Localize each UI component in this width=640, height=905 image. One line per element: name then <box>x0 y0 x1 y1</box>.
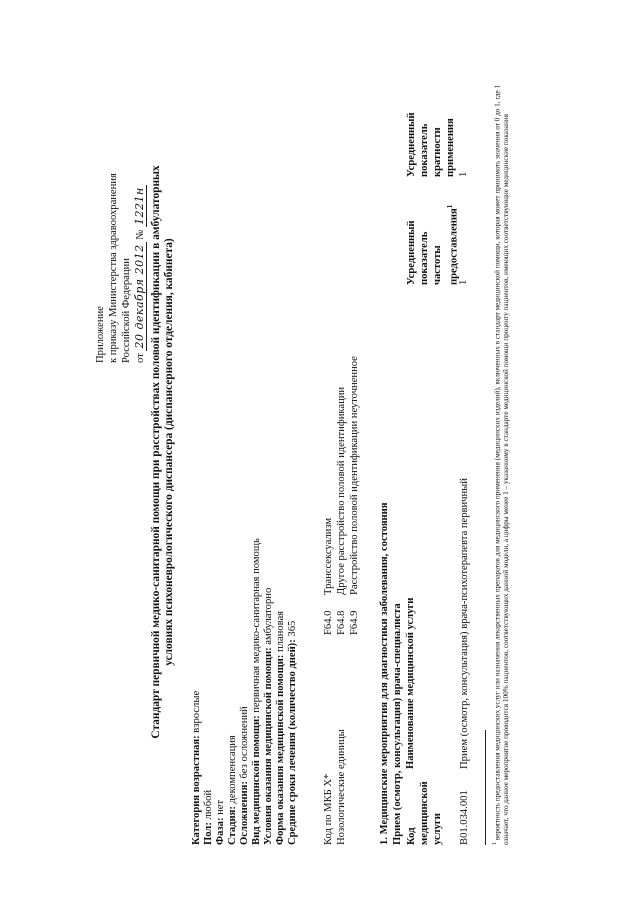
handwritten-number: 1221н <box>133 187 146 225</box>
order-date-line <box>134 185 147 363</box>
from-prefix: от <box>135 353 146 363</box>
param-age: Категория возрастная: взрослые <box>191 690 202 845</box>
order-line: к приказу Министерства здравоохранения <box>108 173 119 363</box>
param-care-type: Вид медицинской помощи: первичная медико-санитарная помощь <box>251 538 262 845</box>
mkb-item-1: F64.0Транссексуализм <box>323 517 334 635</box>
service-name: Прием (осмотр, консультация) врача-психотерапевта первичный <box>459 478 470 769</box>
footnote-divider <box>485 730 486 845</box>
col-multiplicity-header: Усредненный показатель кратности применения <box>406 112 456 177</box>
mkb-code-label: Код по МКБ X* <box>323 773 334 845</box>
standard-parameters <box>191 538 299 845</box>
service-code: B01.034.001 <box>459 790 470 845</box>
footnote-mark: 1 <box>492 842 498 845</box>
mkb-item-3: F64.9Расстройство половой идентификации неуточненное <box>349 356 360 635</box>
param-stage: Стадия: декомпенсация <box>227 735 238 845</box>
param-phase: Фаза: нет <box>215 799 226 845</box>
param-sex: Пол: любой <box>203 789 214 845</box>
col-frequency-header: Усредненный показатель частоты предоставления$^1$ <box>406 204 460 285</box>
col-name-header: Наименование медицинской услуги <box>405 597 416 769</box>
document-title <box>150 127 176 777</box>
service-frequency: 1 <box>458 279 469 285</box>
section-subheading: Прием (осмотр, консультация) врача-специалиста <box>392 603 403 845</box>
footnote-text: вероятность предоставления медицинских услуг или назначения лекарственных препаратов для медицинского применения (медицинских изделий), включенных в стандарт медицинской помощи, которая может принимать значения от 0 до 1, где 1 означает, что данное мероприятие проводится 100% пациентов, соответствующих данной модели, а цифры менее 1 – указанному в стандарте медицинской помощи проценту пациентов, имеющих соответствующие медицинские показания <box>493 84 511 845</box>
param-complications: Осложнения: без осложнений <box>239 706 250 845</box>
param-treatment-duration: Средние сроки лечения (количество дней): 365 <box>287 620 298 845</box>
title-line-2: условиях психоневрологического диспансера (диспансерного отделения, кабинета) <box>163 238 175 666</box>
ministry-line: Российской Федерации <box>121 258 132 363</box>
param-care-form: Форма оказания медицинской помощи: плановая <box>275 610 286 845</box>
title-line-1: Стандарт первичной медико-санитарной помощи при расстройствах половой идентификации в амбулаторных <box>150 165 162 739</box>
section-heading: 1. Медицинские мероприятия для диагностики заболевания, состояния <box>379 502 390 845</box>
mkb-item-2: F64.8Другое расстройство половой идентификации <box>336 386 347 635</box>
nosology-label: Нозологические единицы <box>336 729 347 845</box>
col-code-header: Код медицинской услуги <box>406 781 443 845</box>
service-multiplicity: 1 <box>458 171 469 177</box>
appendix-label: Приложение <box>95 306 106 363</box>
number-prefix: № <box>135 229 146 240</box>
handwritten-date: 20 декабря 2012 <box>133 244 146 349</box>
param-care-conditions: Условия оказания медицинской помощи: амбулаторно <box>263 587 274 845</box>
footnote <box>491 61 511 845</box>
